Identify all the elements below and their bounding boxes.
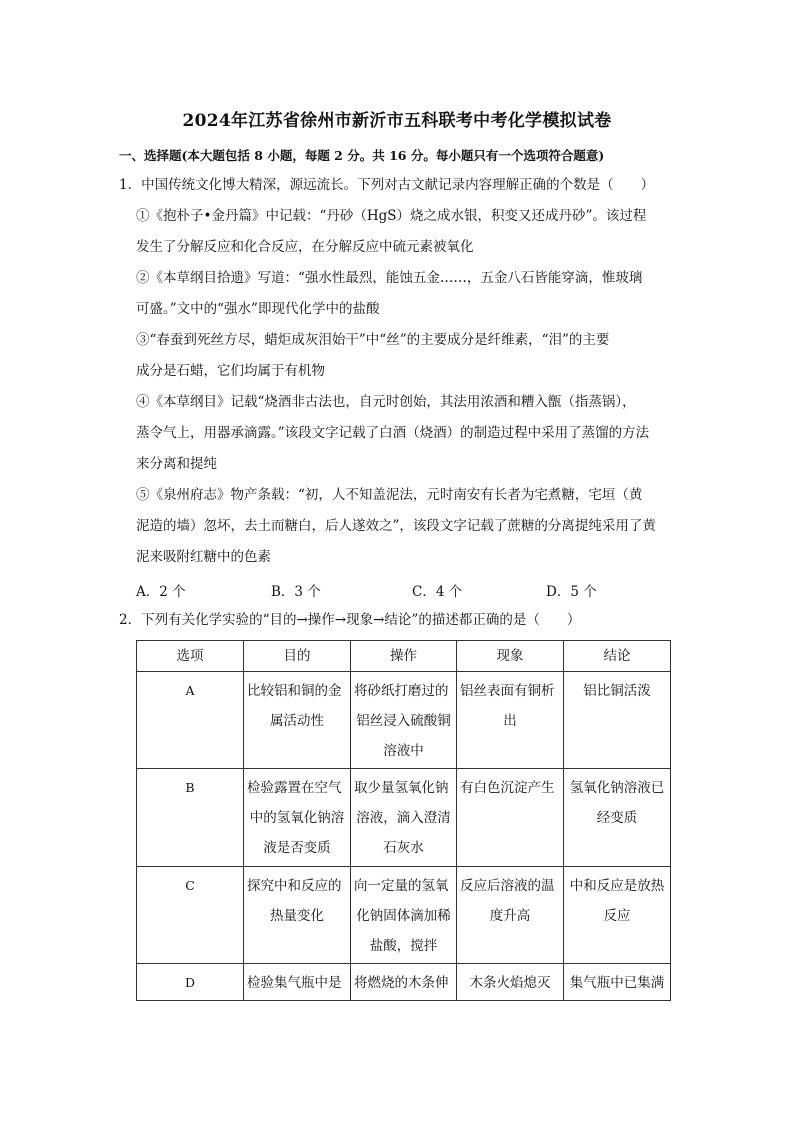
section-heading: 一、选择题(本大题包括 8 小题，每题 2 分。共 16 分。每小题只有一个选项符合题意) <box>119 148 605 163</box>
cell-line: 热量变化 <box>270 908 324 924</box>
header-purpose: 目的 <box>244 641 351 672</box>
cell-line: 木条火焰熄灭 <box>469 975 551 991</box>
q1-text-line: 蒸令气上，用器承滴露。”该段文字记载了白酒（烧酒）的制造过程中采用了蒸馏的方法 <box>136 425 650 441</box>
cell-line: 盐酸，搅拌 <box>369 938 438 954</box>
cell-line: 将砂纸打磨过的 <box>354 683 449 699</box>
q1-text-line: 来分离和提纯 <box>136 456 217 472</box>
cell-line: 检验露置在空气 <box>247 780 342 796</box>
cell-purpose <box>244 769 351 867</box>
cell-line: 溶液，滴入澄清 <box>356 810 451 826</box>
cell-purpose <box>244 672 351 769</box>
option-d[interactable]: D．5 个 <box>546 584 597 600</box>
header-option: 选项 <box>137 641 244 672</box>
cell-line: 取少量氢氧化钠 <box>354 780 449 796</box>
cell-line: 铝丝表面有铜析 <box>460 683 555 699</box>
cell-phenomenon <box>457 867 564 964</box>
cell-line: 铝丝浸入硫酸铜 <box>356 713 451 729</box>
cell-line: 有白色沉淀产生 <box>460 780 555 796</box>
page-title: 2024年江苏省徐州市新沂市五科联考中考化学模拟试卷 <box>182 111 612 131</box>
q1-text-line: 可盛。”文中的“强水”即现代化学中的盐酸 <box>136 301 380 317</box>
header-conclusion: 结论 <box>564 641 671 672</box>
q1-text-line: 发生了分解反应和化合反应，在分解反应中硫元素被氧化 <box>136 239 474 255</box>
cell-line: 经变质 <box>596 810 638 826</box>
q1-stem: 1．中国传统文化博大精深，源远流长。下列对古文献记录内容理解正确的个数是（ ） <box>119 177 655 193</box>
q1-text-line: ④《本草纲目》记载“烧酒非古法也，自元时创始，其法用浓酒和糟入甑（指蒸锅）， <box>136 394 636 410</box>
cell-option: B <box>137 769 244 867</box>
cell-phenomenon <box>457 964 564 1001</box>
cell-option: C <box>137 867 244 964</box>
cell-line: 属活动性 <box>270 713 324 729</box>
cell-conclusion <box>564 964 671 1001</box>
table-row <box>137 964 671 1001</box>
cell-purpose <box>244 867 351 964</box>
cell-line: 向一定量的氢氧 <box>354 878 449 894</box>
cell-conclusion <box>564 769 671 867</box>
cell-operation <box>351 867 457 964</box>
header-operation: 操作 <box>351 641 457 672</box>
cell-conclusion <box>564 672 671 769</box>
cell-line: 化钠固体滴加稀 <box>356 908 451 924</box>
cell-line: 集气瓶中已集满 <box>569 975 665 991</box>
header-phenomenon: 现象 <box>457 641 564 672</box>
cell-line: 溶液中 <box>383 743 424 759</box>
q1-text-line: ①《抱朴子•金丹篇》中记载：“丹砂（HgS）烧之成水银，积变又还成丹砂”。该过程 <box>136 208 647 224</box>
cell-operation <box>351 964 457 1001</box>
cell-line: 反应后溶液的温 <box>460 878 555 894</box>
cell-line: 探究中和反应的 <box>247 878 342 894</box>
q1-text-line: ⑤《泉州府志》物产条载：“初，人不知盖泥法，元时南安有长者为宅煮糖，宅垣（黄 <box>136 487 643 503</box>
table-row <box>137 867 671 964</box>
table-header-row <box>137 641 671 672</box>
cell-line: 液是否变质 <box>263 840 331 856</box>
q1-text-line: 泥来吸附红糖中的色素 <box>136 549 271 565</box>
cell-line: 出 <box>503 713 517 729</box>
cell-line: 将燃烧的木条伸 <box>354 975 449 991</box>
cell-operation <box>351 672 457 769</box>
cell-line: 比较铝和铜的金 <box>247 683 342 699</box>
option-a[interactable]: A．2 个 <box>136 584 186 600</box>
q1-text-line: ②《本草纲目拾遗》写道：“强水性最烈，能蚀五金……，五金八石皆能穿滴，惟玻璃 <box>136 270 643 286</box>
cell-line: 反应 <box>603 908 631 924</box>
option-b[interactable]: B．3 个 <box>271 584 321 600</box>
cell-line: 中的氢氧化钠溶 <box>249 810 345 826</box>
cell-purpose <box>244 964 351 1001</box>
q1-text-line: ③“春蚕到死丝方尽，蜡炬成灰泪始干”中“丝”的主要成分是纤维素，“泪”的主要 <box>136 332 610 348</box>
table-row <box>137 769 671 867</box>
table-row <box>137 672 671 769</box>
cell-line: 度升高 <box>489 908 531 924</box>
cell-phenomenon <box>457 672 564 769</box>
cell-line: 铝比铜活泼 <box>583 683 651 699</box>
option-c[interactable]: C．4 个 <box>412 584 463 600</box>
cell-conclusion <box>564 867 671 964</box>
q2-stem: 2．下列有关化学实验的“目的→操作→现象→结论”的描述都正确的是（ ） <box>119 612 581 628</box>
cell-line: 氢氧化钠溶液已 <box>569 780 665 796</box>
cell-phenomenon <box>457 769 564 867</box>
q1-text-line: 泥造的墙）忽坏，去土而糖白，后人遂效之”，该段文字记载了蔗糖的分离提纯采用了黄 <box>136 518 656 534</box>
cell-line: 石灰水 <box>383 840 424 856</box>
cell-line: 中和反应是放热 <box>569 878 665 894</box>
cell-line: 检验集气瓶中是 <box>247 975 342 991</box>
cell-operation <box>351 769 457 867</box>
cell-option: A <box>137 672 244 769</box>
q1-text-line: 成分是石蜡，它们均属于有机物 <box>136 363 325 379</box>
experiment-table <box>136 640 671 1001</box>
cell-option: D <box>137 964 244 1001</box>
